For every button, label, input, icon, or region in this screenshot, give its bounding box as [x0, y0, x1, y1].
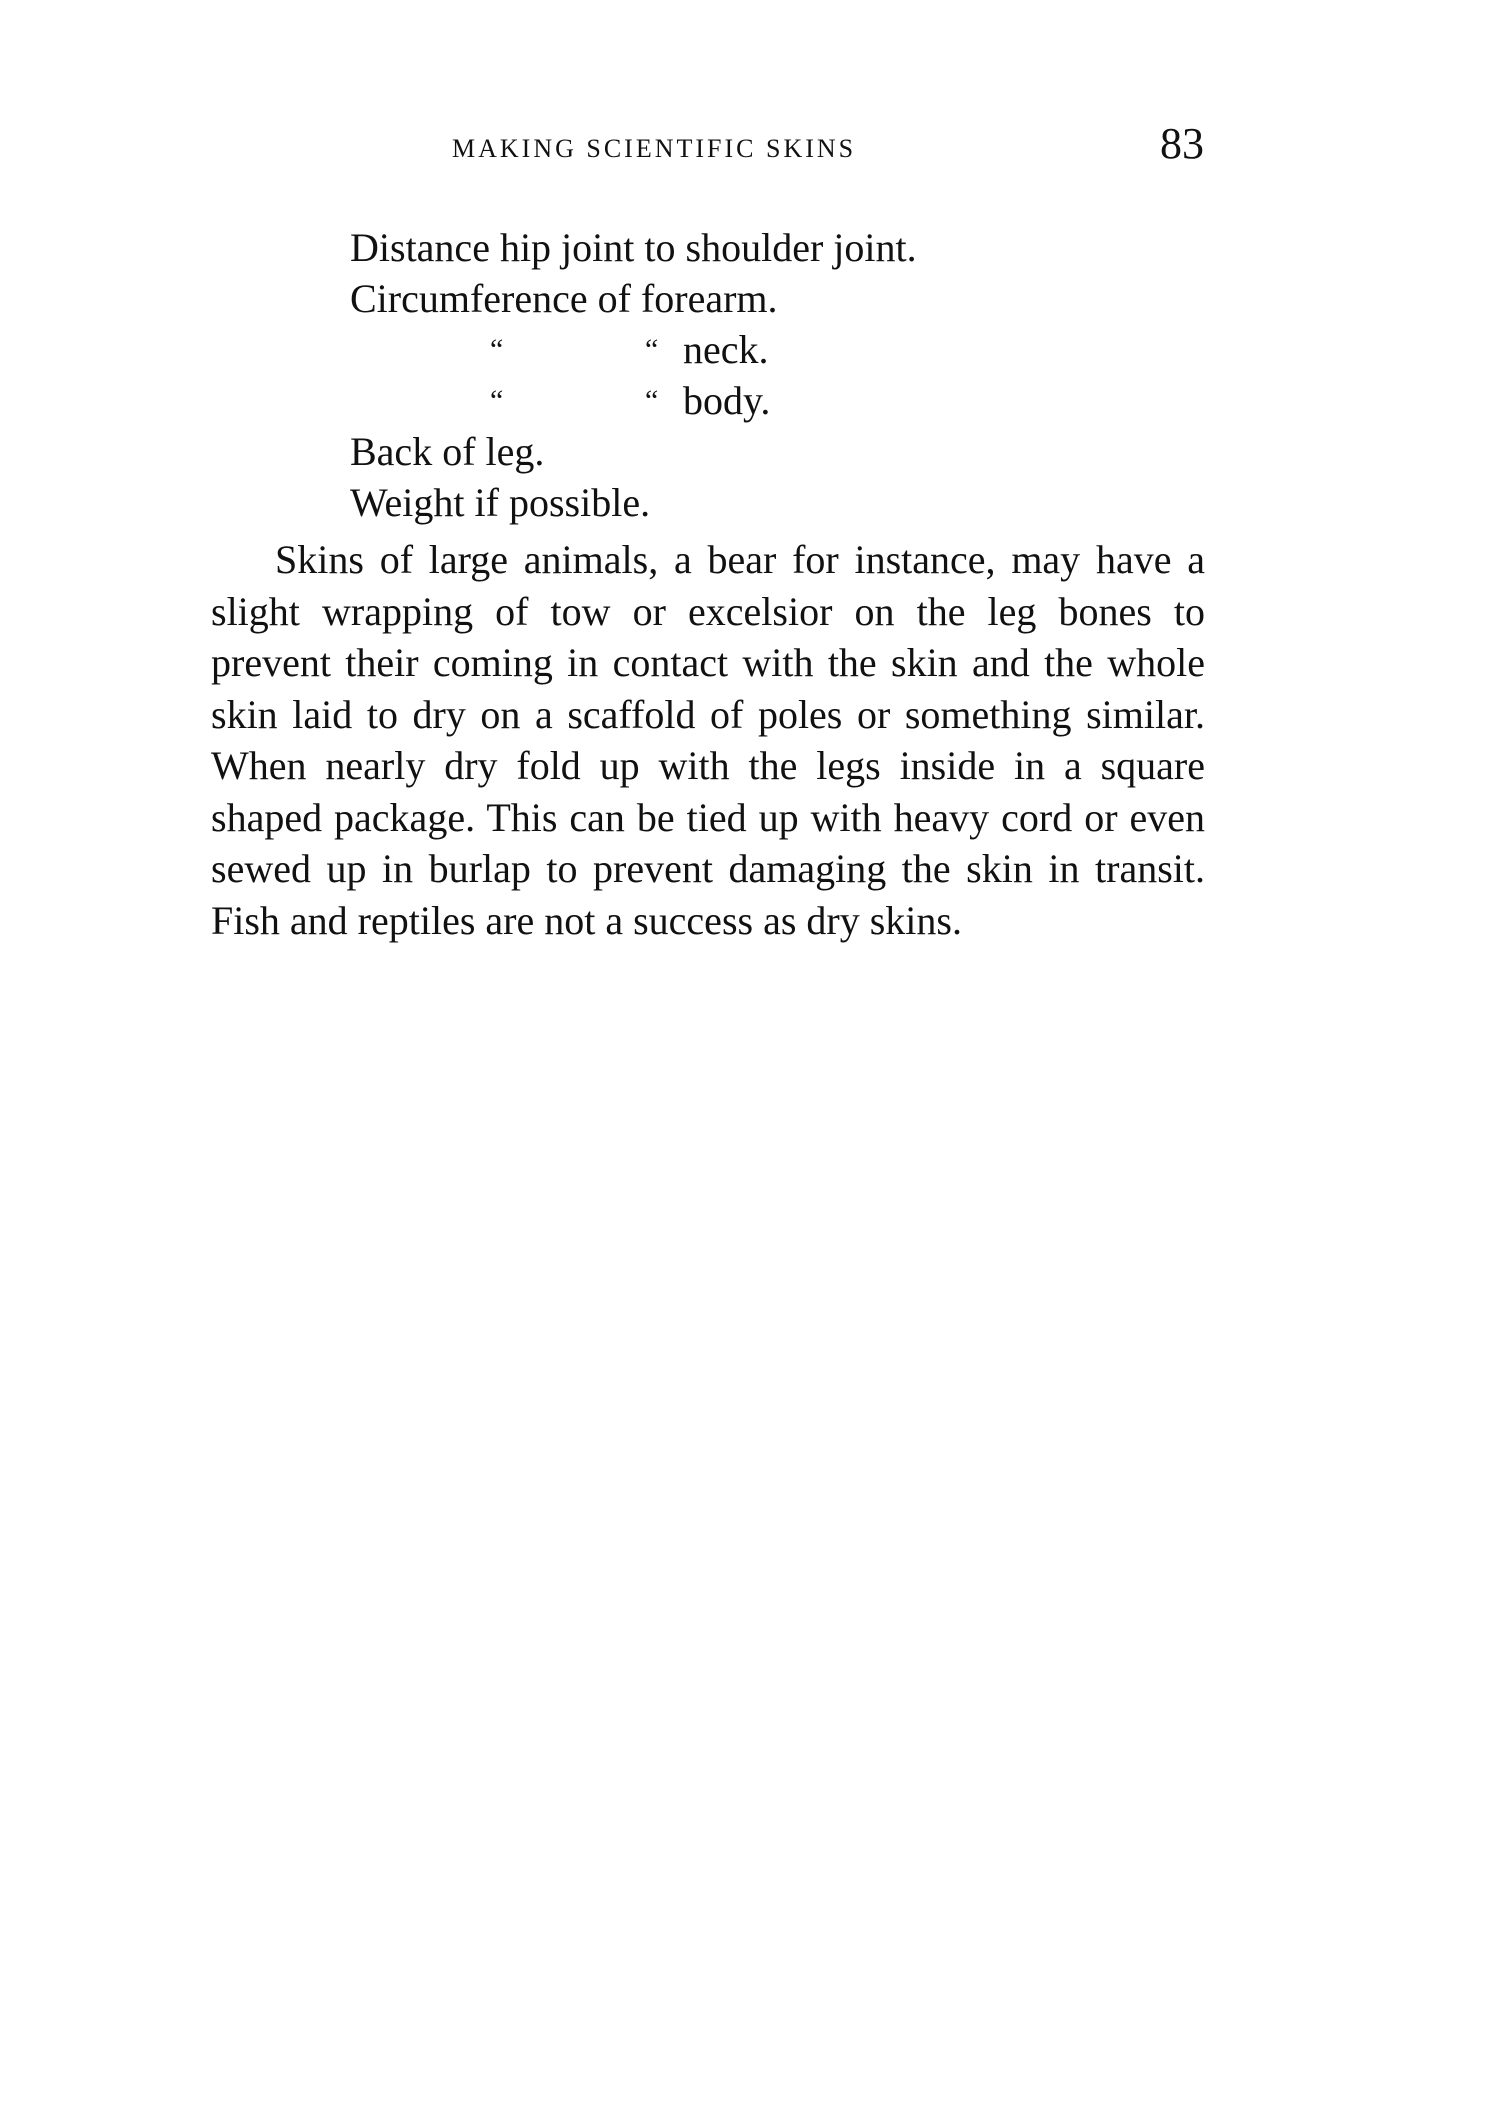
- list-item: Circumference of forearm.: [350, 276, 778, 321]
- ditto-mark: “: [645, 384, 659, 417]
- page-number: 83: [1160, 119, 1204, 168]
- list-item: Weight if possible.: [350, 480, 651, 525]
- measurement-list: [350, 222, 917, 528]
- list-item: Distance hip joint to shoulder joint.: [350, 225, 917, 270]
- list-item-text: body.: [683, 378, 771, 423]
- list-item: Back of leg.: [350, 429, 545, 474]
- list-item-ditto: [350, 375, 917, 426]
- ditto-mark: “: [490, 333, 504, 366]
- body-paragraph: Skins of large animals, a bear for instance, may have a slight wrapping of tow or excelsior on the leg bones to prevent their coming in contact with the skin and the whole skin laid to dry on a scaffold of poles or something similar. When nearly dry fold up with the legs inside in a square shaped package. This can be tied up with heavy cord or even sewed up in burlap to prevent damaging the skin in transit. Fish and reptiles are not a success as dry skins.: [211, 537, 1205, 943]
- running-head: MAKING SCIENTIFIC SKINS: [452, 134, 857, 163]
- list-item-ditto: [350, 324, 917, 375]
- ditto-mark: “: [645, 333, 659, 366]
- ditto-mark: “: [490, 384, 504, 417]
- list-item-text: neck.: [683, 327, 769, 372]
